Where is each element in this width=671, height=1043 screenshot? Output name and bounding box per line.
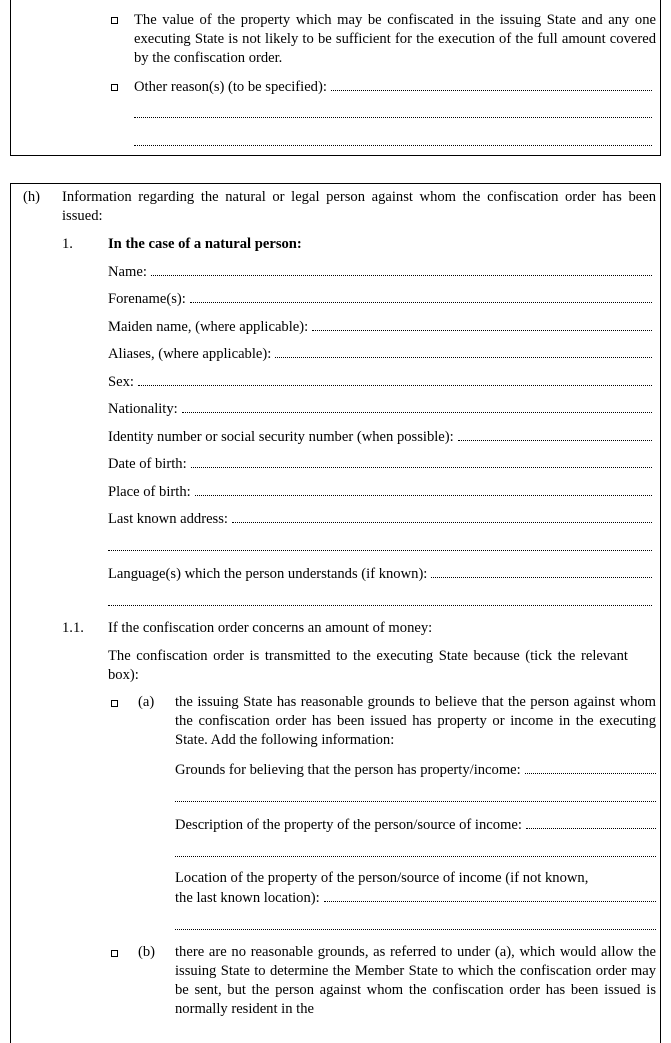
section-h-letter: (h) <box>23 189 41 205</box>
location-field[interactable] <box>324 888 656 902</box>
item-1-1-intro: The confiscation order is transmitted to the executing State because (tick the relevant box): <box>108 648 628 683</box>
option-b-text: there are no reasonable grounds, as referred to under (a), which would allow the issuing State to determine the Member State to which the confiscation order may be sent, but the person against whom the confiscation order has been issued is normally resident in the <box>175 944 656 1017</box>
grounds-label: Grounds for believing that the person has property/income: <box>175 762 521 778</box>
option-b-letter: (b) <box>138 944 156 960</box>
place-of-birth-field[interactable] <box>195 482 652 496</box>
grounds-field-line-2[interactable] <box>175 801 656 802</box>
identity-number-field[interactable] <box>458 427 652 441</box>
name-field[interactable] <box>151 262 652 276</box>
other-reasons-field-line-3[interactable] <box>134 145 652 146</box>
languages-field[interactable] <box>431 564 652 578</box>
maiden-name-label: Maiden name, (where applicable): <box>108 319 309 335</box>
location-field-line-2[interactable] <box>175 929 656 930</box>
aliases-label: Aliases, (where applicable): <box>108 346 272 362</box>
date-of-birth-row <box>108 454 652 474</box>
date-of-birth-field[interactable] <box>191 454 652 468</box>
forenames-label: Forename(s): <box>108 291 186 307</box>
section-h-heading: Information regarding the natural or legal person against whom the confiscation order has been issued: <box>62 189 656 224</box>
languages-row <box>108 564 652 584</box>
sex-label: Sex: <box>108 374 134 390</box>
nationality-field[interactable] <box>182 399 652 413</box>
section-h-box <box>10 183 661 1043</box>
description-row <box>175 815 656 835</box>
last-known-address-field-line-2[interactable] <box>108 550 652 551</box>
languages-field-line-2[interactable] <box>108 605 652 606</box>
nationality-row <box>108 399 652 419</box>
identity-number-label: Identity number or social security number (when possible): <box>108 429 454 445</box>
checkbox-other-reasons[interactable] <box>111 84 118 91</box>
grounds-field[interactable] <box>525 760 656 774</box>
description-field-line-2[interactable] <box>175 856 656 857</box>
forenames-row <box>108 289 652 309</box>
item-1-1-title: If the confiscation order concerns an amount of money: <box>108 620 433 636</box>
item-1-number: 1. <box>62 236 73 252</box>
last-known-address-field[interactable] <box>232 509 652 523</box>
languages-label: Language(s) which the person understands (if known): <box>108 566 428 582</box>
last-known-address-label: Last known address: <box>108 511 228 527</box>
name-row <box>108 262 652 282</box>
option-a-text: the issuing State has reasonable grounds to believe that the person against whom the confiscation order has been issued has property or income in the executing State. Add the following information: <box>175 694 656 748</box>
aliases-field[interactable] <box>275 344 652 358</box>
checkbox-option-b[interactable] <box>111 950 118 957</box>
name-label: Name: <box>108 264 147 280</box>
other-reasons-field[interactable] <box>331 77 652 91</box>
nationality-label: Nationality: <box>108 401 178 417</box>
description-field[interactable] <box>526 815 656 829</box>
item-1-title: In the case of a natural person: <box>108 236 302 252</box>
aliases-row <box>108 344 652 364</box>
date-of-birth-label: Date of birth: <box>108 456 187 472</box>
sex-field[interactable] <box>138 372 652 386</box>
last-known-address-row <box>108 509 652 529</box>
location-label-line-2: the last known location): <box>175 890 320 906</box>
option-a-letter: (a) <box>138 694 155 710</box>
checkbox-value-insufficient[interactable] <box>111 17 118 24</box>
forenames-field[interactable] <box>190 289 652 303</box>
location-row <box>175 888 656 908</box>
description-label: Description of the property of the person/source of income: <box>175 817 522 833</box>
place-of-birth-label: Place of birth: <box>108 484 191 500</box>
option-value-insufficient-text: The value of the property which may be confiscated in the issuing State and any one executing State is not likely to be sufficient for the execution of the full amount covered by the confiscation order. <box>134 12 656 66</box>
other-reasons-field-line-2[interactable] <box>134 117 652 118</box>
identity-number-row <box>108 427 652 447</box>
checkbox-option-a[interactable] <box>111 700 118 707</box>
location-label-line-1: Location of the property of the person/source of income (if not known, <box>175 870 589 886</box>
other-reasons-row <box>134 77 652 97</box>
place-of-birth-row <box>108 482 652 502</box>
sex-row <box>108 372 652 392</box>
item-1-1-number: 1.1. <box>62 620 84 636</box>
other-reasons-label: Other reason(s) (to be specified): <box>134 79 327 95</box>
maiden-name-field[interactable] <box>312 317 652 331</box>
grounds-row <box>175 760 656 780</box>
maiden-name-row <box>108 317 652 337</box>
